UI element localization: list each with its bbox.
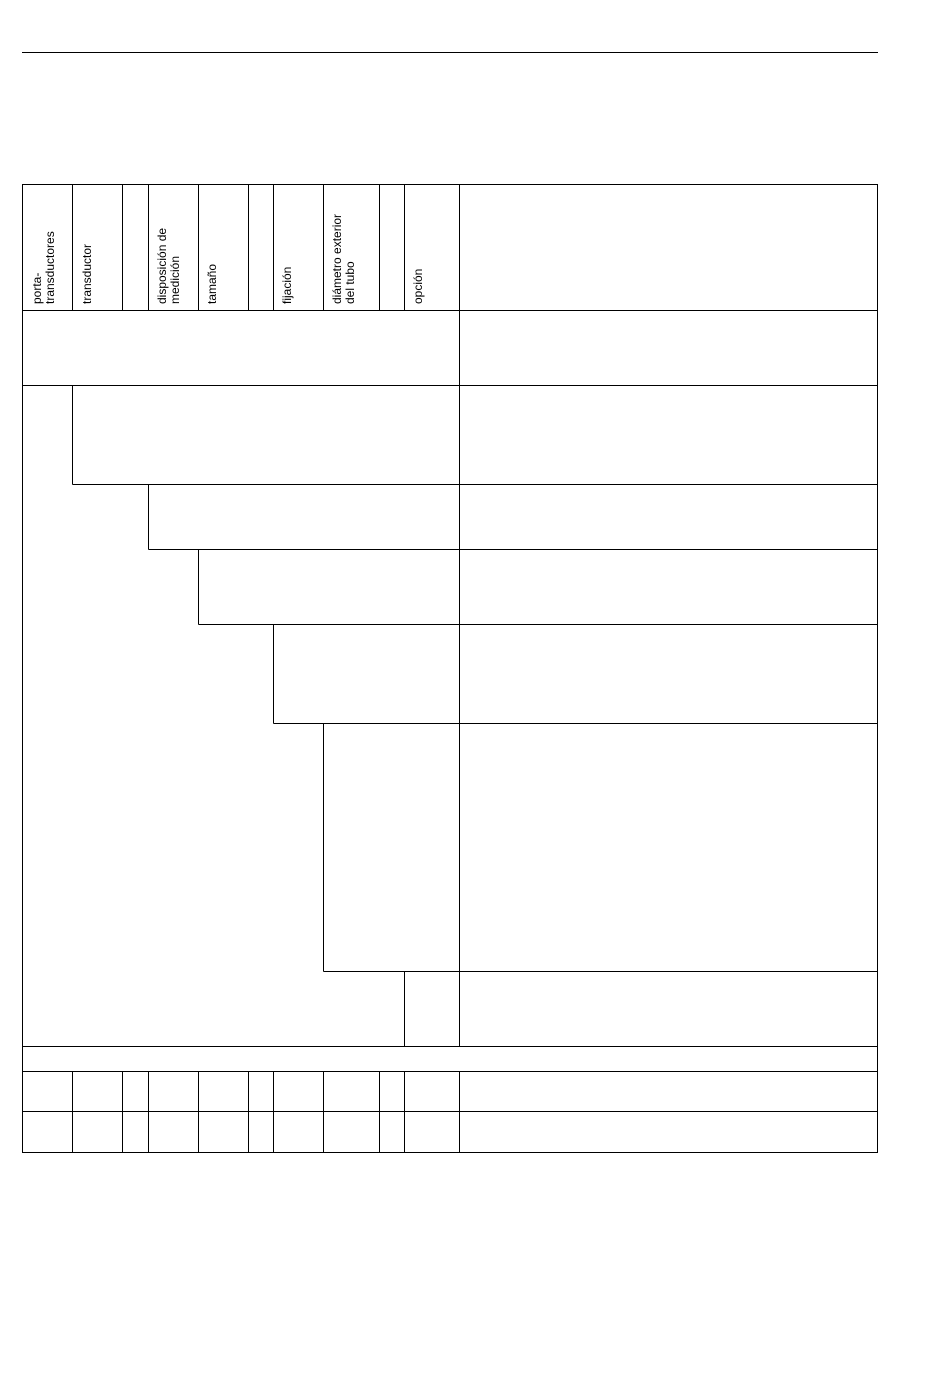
header-fijacion: fijación xyxy=(280,266,294,304)
header-transductor: transductor xyxy=(80,243,94,304)
table-frame xyxy=(23,185,878,1153)
header-disposicion-de-medicion: disposición de medición xyxy=(155,227,182,304)
header-tamano: tamaño xyxy=(205,263,219,304)
header-porta-transductores: porta- transductores xyxy=(30,231,57,304)
header-diametro-exterior: diámetro exterior del tubo xyxy=(330,213,357,304)
header-opcion: opción xyxy=(411,268,425,304)
row-lines xyxy=(23,311,878,1112)
